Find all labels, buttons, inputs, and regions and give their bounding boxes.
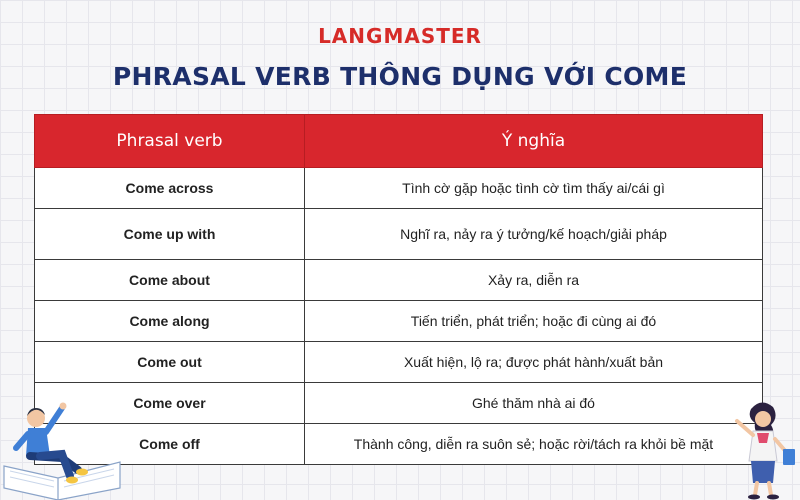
meaning-cell: Tình cờ gặp hoặc tình cờ tìm thấy ai/cái gì: [305, 168, 763, 209]
table-row: [35, 383, 763, 424]
meaning-cell: Nghĩ ra, nảy ra ý tưởng/kế hoạch/giải pháp: [305, 209, 763, 260]
meaning-cell: Ghé thăm nhà ai đó: [305, 383, 763, 424]
column-header-meaning: Ý nghĩa: [305, 115, 763, 168]
meaning-cell: Xảy ra, diễn ra: [305, 260, 763, 301]
table-row: [35, 168, 763, 209]
phrasal-verb-cell: Come up with: [35, 209, 305, 260]
table-row: [35, 209, 763, 260]
meaning-cell: Tiến triển, phát triển; hoặc đi cùng ai đó: [305, 301, 763, 342]
table-row: [35, 342, 763, 383]
table-row: [35, 260, 763, 301]
student-reading-illustration: [0, 396, 125, 500]
table-row: [35, 424, 763, 465]
meaning-cell: Xuất hiện, lộ ra; được phát hành/xuất bản: [305, 342, 763, 383]
phrasal-verb-table: [34, 114, 763, 465]
brand-logo: LANGMASTER: [318, 24, 482, 48]
phrasal-verb-cell: Come over: [35, 383, 305, 424]
phrasal-verb-cell: Come out: [35, 342, 305, 383]
table-row: [35, 301, 763, 342]
column-header-phrasal-verb: Phrasal verb: [35, 115, 305, 168]
phrasal-verb-cell: Come off: [35, 424, 305, 465]
phrasal-verb-cell: Come about: [35, 260, 305, 301]
page-title: PHRASAL VERB THÔNG DỤNG VỚI COME: [112, 62, 688, 91]
phrasal-verb-cell: Come along: [35, 301, 305, 342]
girl-with-book-illustration: [727, 395, 800, 500]
table-header-row: [35, 115, 763, 168]
meaning-cell: Thành công, diễn ra suôn sẻ; hoặc rời/tách ra khỏi bề mặt: [305, 424, 763, 465]
phrasal-verb-cell: Come across: [35, 168, 305, 209]
